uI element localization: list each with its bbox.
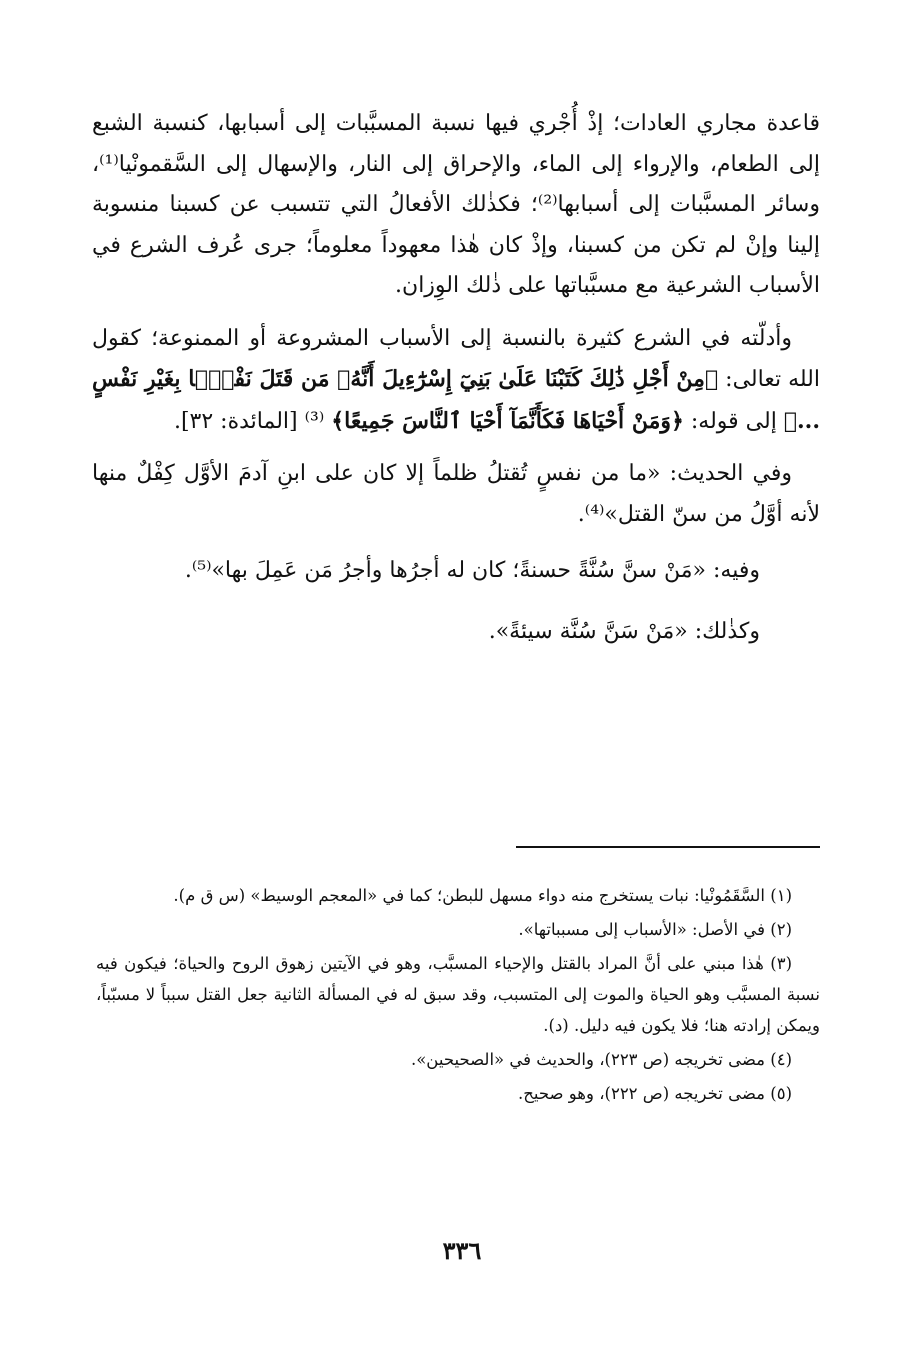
footnote-4: (٤) مضى تخريجه (ص ٢٢٣)، والحديث في «الصحيحين». bbox=[410, 1050, 792, 1069]
footnote-1: (١) السَّقَمُونْيا: نبات يستخرج منه دواء مسهل للبطن؛ كما في «المعجم الوسيط» (س ق م). bbox=[173, 886, 792, 905]
paragraph-2-intro: وأدلّته في الشرع كثيرة بالنسبة إلى الأسباب المشروعة أو الممنوعة؛ كقول الله تعالى: bbox=[92, 325, 820, 392]
paragraph-5: وكذٰلك: «مَنْ سَنَّ سُنَّة سيئةً». bbox=[488, 618, 760, 644]
footnote-3: (٣) هٰذا مبني على أنَّ المراد بالقتل والإحياء المسبَّب، وهو في الآيتين زهوق الروح والحياة؛ فيكون فيه نسبة المسبَّب وهو الحياة والموت إلى المتسبب، وقد سبق له في المسألة الثانية جعل القتل سبباً لا مسبّباً، ويمكن إرادته هنا؛ فلا يكون فيه دليل. (د). bbox=[96, 954, 820, 1035]
page-body bbox=[92, 104, 820, 652]
paragraph-2 bbox=[92, 319, 820, 443]
quran-reference: ⁽³⁾ [المائدة: ٣٢]. bbox=[173, 408, 325, 434]
footnote-2: (٢) في الأصل: «الأسباب إلى مسبباتها». bbox=[518, 920, 792, 939]
paragraph-2-mid: إلى قوله: bbox=[683, 408, 784, 434]
paragraph-3: وفي الحديث: «ما من نفسٍ تُقتلُ ظلماً إلا كان على ابنِ آدمَ الأوَّل كِفْلٌ منها لأنه أوَّلُ من سنّ القتل»⁽⁴⁾. bbox=[92, 461, 820, 527]
footnote-separator bbox=[516, 846, 820, 848]
footnotes bbox=[96, 880, 820, 1112]
paragraph-1: قاعدة مجاري العادات؛ إذْ أُجْري فيها نسبة المسبَّبات إلى أسبابها، كنسبة الشبع إلى الطعام، والإرواء إلى الماء، والإحراق إلى النار، والإسهال إلى السَّقمونْيا⁽¹⁾، وسائر المسبَّبات إلى أسبابها⁽²⁾؛ فكذٰلك الأفعالُ التي تتسبب عن كسبنا منسوبة إلينا وإنْ لم تكن من كسبنا، وإذْ كان هٰذا معهوداً معلوماً؛ جرى عُرف الشرع في الأسباب الشرعية مع مسبَّباتها على ذٰلك الوِزان. bbox=[92, 111, 820, 298]
quran-verse-1: ﴿مِنْ أَجْلِ ذَٰلِكَ كَتَبْنَا عَلَىٰ بَنِيٓ إِسْرَٰٓءِيلَ أَنَّهُۥ مَن قَتَلَ نَفْسًۢا بِغَيْرِ نَفْسٍ ...﴾ bbox=[92, 366, 820, 434]
quran-verse-2: ﴿وَمَنْ أَحْيَاهَا فَكَأَنَّمَآ أَحْيَا ٱلنَّاسَ جَمِيعًا﴾ bbox=[331, 407, 684, 434]
footnote-5: (٥) مضى تخريجه (ص ٢٢٢)، وهو صحيح. bbox=[517, 1084, 792, 1103]
page-number: ٣٣٦ bbox=[442, 1236, 482, 1265]
paragraph-4: وفيه: «مَنْ سنَّ سُنَّةً حسنةً؛ كان له أجرُها وأجرُ مَن عَمِلَ بها»⁽⁵⁾. bbox=[184, 558, 760, 583]
